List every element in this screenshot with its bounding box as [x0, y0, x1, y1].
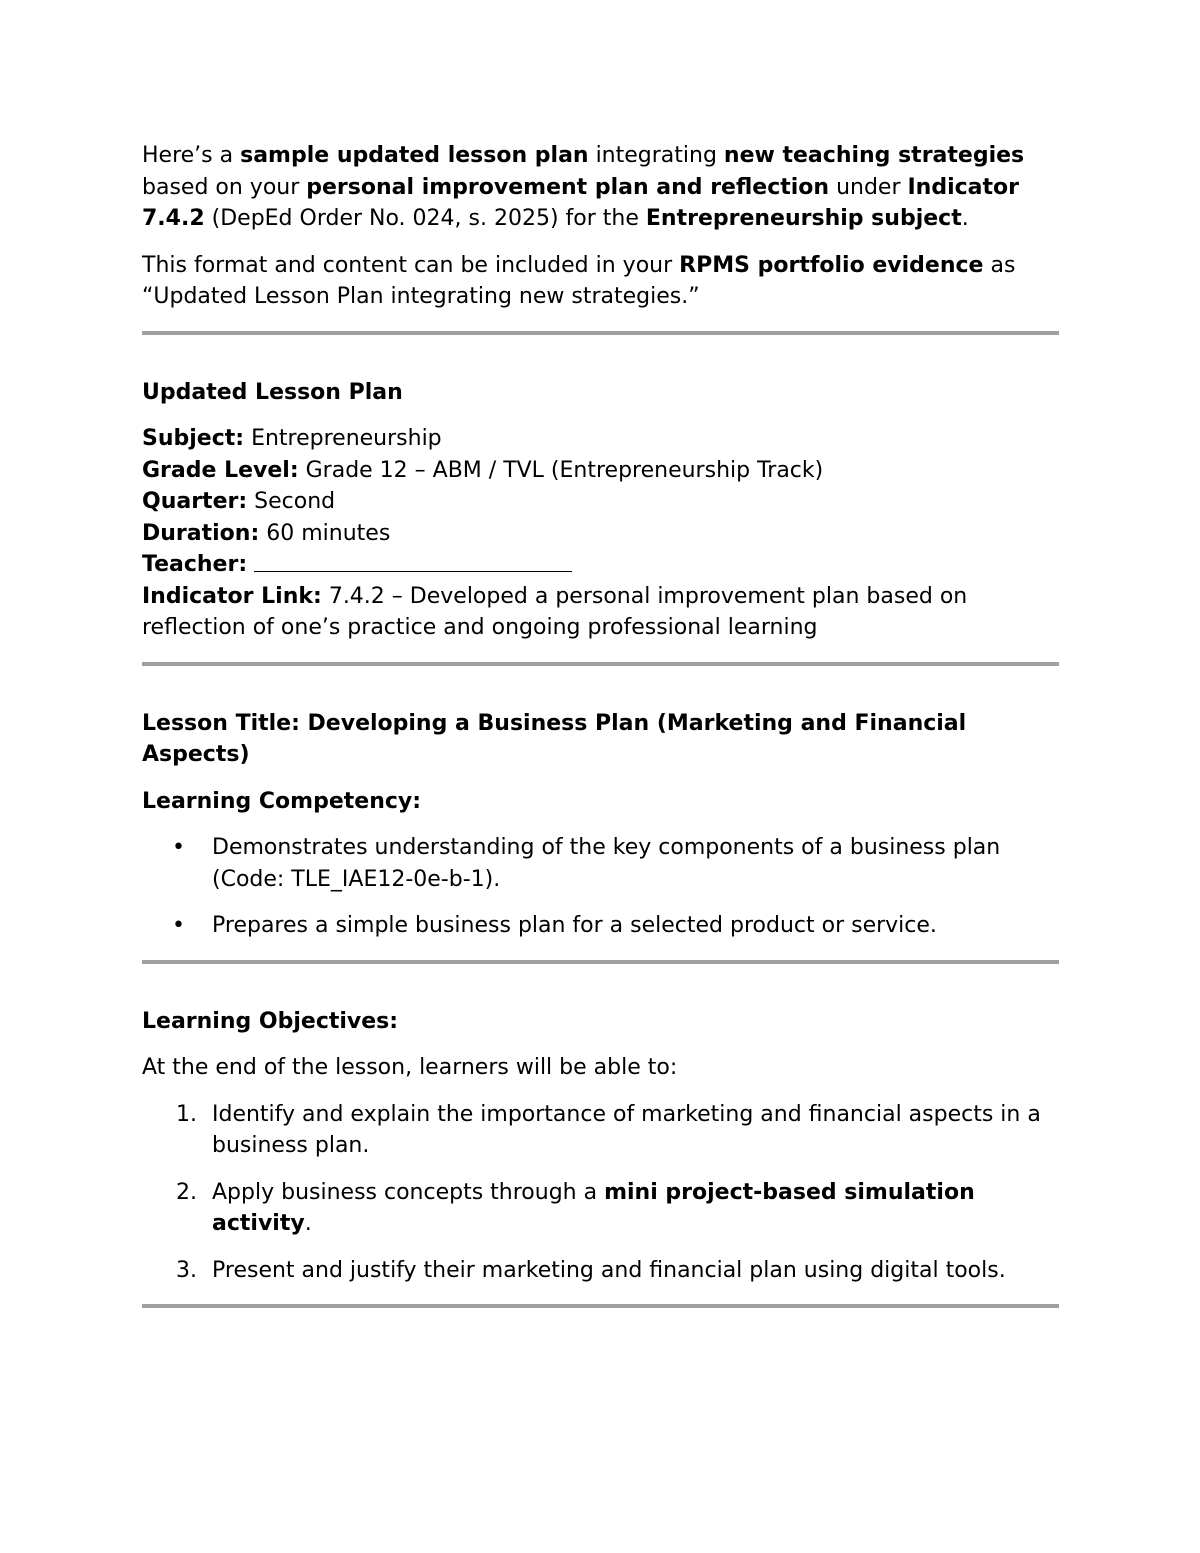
subject-value: Entrepreneurship	[244, 426, 442, 451]
competency-heading-text: Learning Competency:	[142, 788, 422, 814]
subject-label: Subject:	[142, 426, 245, 451]
intro-text: Here’s a	[142, 143, 241, 168]
grade-value: Grade 12 – ABM / TVL (Entrepreneurship Track)	[298, 457, 824, 483]
list-item	[142, 1255, 1060, 1287]
objective-text: Identify and explain the importance of marketing and financial aspects in a business plan.	[212, 1101, 1041, 1158]
note-text: This format and content can be included in your	[142, 252, 680, 278]
intro-text: integrating	[588, 143, 724, 168]
indicator-value: 7.4.2 – Developed a personal improvement plan based on reflection of one’s practice and ongoing professional learning	[142, 583, 968, 640]
intro-text: under	[829, 174, 908, 200]
list-number: 3.	[176, 1257, 197, 1283]
objectives-intro: At the end of the lesson, learners will be able to:	[142, 1055, 678, 1080]
competency-heading	[142, 786, 1060, 818]
intro-text: .	[961, 206, 969, 231]
intro-paragraph	[142, 140, 1060, 235]
note-emphasis: RPMS portfolio evidence	[679, 252, 984, 278]
subject-line	[142, 423, 1060, 455]
objective-text: Apply business concepts through a	[212, 1179, 605, 1205]
document-page	[142, 140, 1060, 1308]
duration-label: Duration:	[142, 520, 260, 546]
plan-heading	[142, 377, 1060, 409]
intro-emphasis: new teaching strategies	[723, 143, 1025, 168]
objectives-list	[142, 1099, 1060, 1287]
quarter-value: Second	[247, 489, 336, 514]
duration-line	[142, 518, 1060, 550]
list-number: 2.	[176, 1179, 197, 1205]
horizontal-rule	[142, 1304, 1059, 1308]
competency-text: Demonstrates understanding of the key components of a business plan (Code: TLE_IAE12-0e-b-1).	[212, 835, 1001, 892]
teacher-line	[142, 549, 1060, 581]
objective-text: .	[304, 1211, 312, 1236]
horizontal-rule	[142, 662, 1059, 666]
note-text: as “Updated Lesson Plan integrating new strategies.”	[142, 252, 1016, 309]
indicator-label: Indicator Link:	[142, 583, 322, 609]
intro-emphasis: personal improvement plan and reflection	[306, 174, 830, 200]
teacher-label: Teacher:	[142, 552, 248, 577]
lesson-title-text: Lesson Title: Developing a Business Plan (Marketing and Financial Aspects)	[142, 710, 967, 767]
horizontal-rule	[142, 331, 1059, 335]
objectives-heading-text: Learning Objectives:	[142, 1008, 399, 1034]
bullet-icon: •	[172, 835, 185, 860]
competency-list	[142, 832, 1060, 942]
indicator-line	[142, 581, 1060, 644]
horizontal-rule	[142, 960, 1059, 964]
bullet-icon: •	[172, 913, 185, 938]
teacher-blank	[254, 549, 572, 572]
objective-text: Present and justify their marketing and financial plan using digital tools.	[212, 1257, 1006, 1283]
duration-value: 60 minutes	[259, 520, 391, 546]
list-item	[142, 832, 1060, 895]
lesson-title	[142, 708, 1060, 771]
objectives-heading	[142, 1006, 1060, 1038]
plan-details	[142, 423, 1060, 644]
intro-emphasis: sample updated lesson plan	[240, 143, 589, 168]
grade-line	[142, 455, 1060, 487]
intro-text: (DepEd Order No. 024, s. 2025) for the	[204, 206, 646, 231]
list-number: 1.	[176, 1101, 197, 1127]
list-item	[142, 1177, 1060, 1240]
plan-heading-text: Updated Lesson Plan	[142, 379, 403, 405]
objective-emphasis: mini project-based simulation activity	[212, 1179, 975, 1236]
list-item	[142, 1099, 1060, 1162]
intro-emphasis: Entrepreneurship subject	[645, 206, 962, 231]
quarter-line	[142, 486, 1060, 518]
intro-text: based on your	[142, 174, 307, 200]
portfolio-note-paragraph	[142, 250, 1060, 313]
intro-emphasis: Indicator 7.4.2	[142, 174, 1020, 231]
grade-label: Grade Level:	[142, 457, 299, 483]
competency-text: Prepares a simple business plan for a selected product or service.	[212, 913, 937, 938]
list-item	[142, 910, 1060, 942]
quarter-label: Quarter:	[142, 489, 248, 514]
